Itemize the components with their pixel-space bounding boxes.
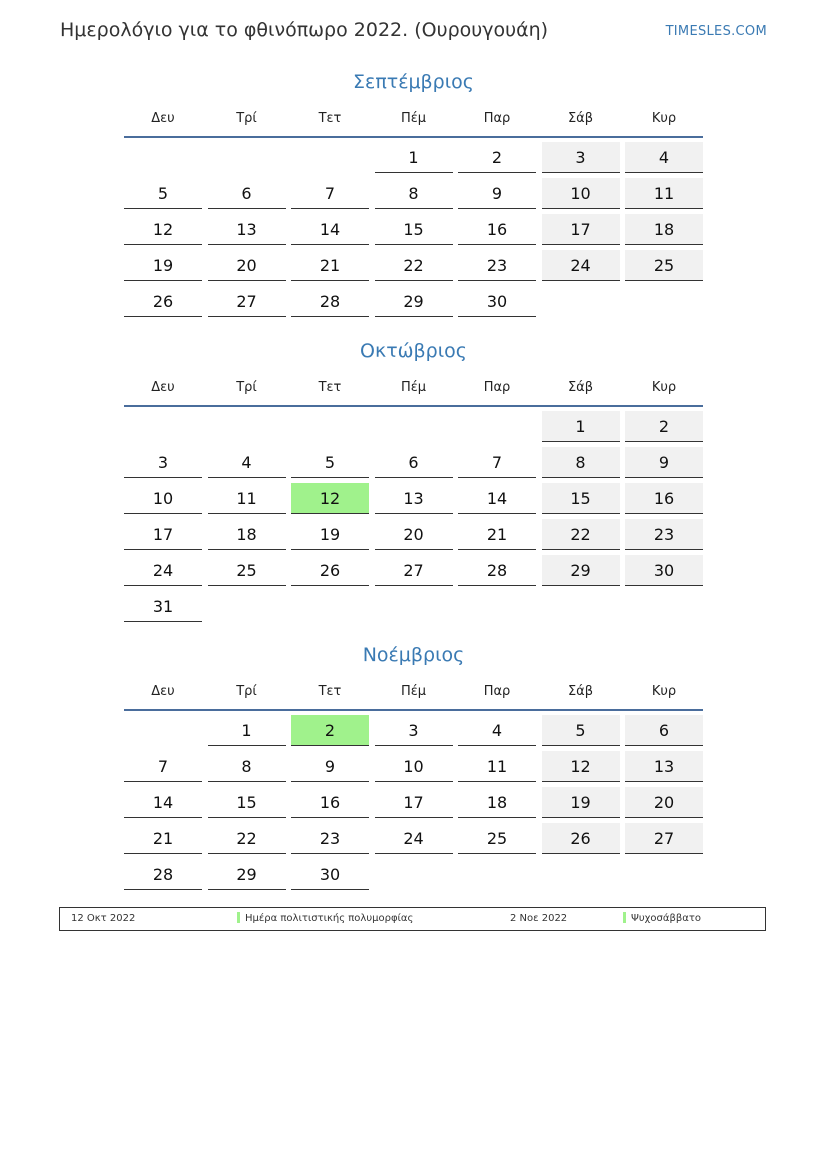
- day-cell: 25: [625, 250, 703, 281]
- day-cell: 22: [542, 519, 620, 550]
- day-cell: 23: [291, 823, 369, 854]
- legend-date: 12 Οκτ 2022: [71, 913, 136, 924]
- day-cell: 18: [208, 519, 286, 550]
- day-cell: 11: [625, 178, 703, 209]
- weekday-label: Κυρ: [651, 683, 677, 699]
- month-title: Οκτώβριος: [360, 340, 467, 362]
- holiday-day-cell: 12: [291, 483, 369, 514]
- empty-cell: [124, 411, 202, 442]
- day-cell: 13: [208, 214, 286, 245]
- site-link[interactable]: TIMESLES.COM: [665, 24, 767, 39]
- day-cell: 14: [291, 214, 369, 245]
- weekday-header-row: [124, 677, 703, 705]
- day-cell: 15: [542, 483, 620, 514]
- weekday-label: Τετ: [318, 683, 342, 699]
- day-cell: 6: [375, 447, 453, 478]
- empty-cell: [291, 411, 369, 442]
- day-cell: 6: [625, 715, 703, 746]
- month-calendar-october: [124, 337, 703, 622]
- day-cell: 12: [124, 214, 202, 245]
- day-cell: 8: [208, 751, 286, 782]
- day-cell: 17: [542, 214, 620, 245]
- day-cell: 15: [208, 787, 286, 818]
- day-cell: 20: [625, 787, 703, 818]
- day-cell: 2: [458, 142, 536, 173]
- weekday-header-row: [124, 104, 703, 132]
- day-cell: 15: [375, 214, 453, 245]
- weekday-divider: [124, 405, 703, 407]
- empty-cell: [208, 411, 286, 442]
- day-cell: 16: [458, 214, 536, 245]
- day-cell: 23: [458, 250, 536, 281]
- weekday-divider: [124, 136, 703, 138]
- day-cell: 7: [124, 751, 202, 782]
- day-cell: 20: [375, 519, 453, 550]
- day-cell: 17: [124, 519, 202, 550]
- empty-cell: [124, 142, 202, 173]
- day-cell: 13: [375, 483, 453, 514]
- day-cell: 24: [542, 250, 620, 281]
- day-cell: 23: [625, 519, 703, 550]
- weekday-label: Σάβ: [567, 379, 594, 395]
- day-cell: 25: [208, 555, 286, 586]
- day-grid: [124, 142, 703, 317]
- page-title: Ημερολόγιο για το φθινόπωρο 2022. (Ουρουγουάη): [60, 19, 549, 41]
- empty-cell: [124, 715, 202, 746]
- weekday-label: Τετ: [318, 379, 342, 395]
- day-cell: 22: [375, 250, 453, 281]
- month-title: Νοέμβριος: [362, 644, 465, 666]
- day-cell: 9: [458, 178, 536, 209]
- day-cell: 5: [542, 715, 620, 746]
- day-cell: 21: [291, 250, 369, 281]
- day-cell: 27: [625, 823, 703, 854]
- weekday-label: Παρ: [483, 379, 511, 395]
- day-cell: 27: [375, 555, 453, 586]
- day-cell: 17: [375, 787, 453, 818]
- day-cell: 5: [291, 447, 369, 478]
- day-cell: 31: [124, 591, 202, 622]
- weekday-label: Τρί: [236, 379, 257, 395]
- day-cell: 7: [458, 447, 536, 478]
- weekday-label: Πέμ: [400, 379, 427, 395]
- day-cell: 28: [291, 286, 369, 317]
- day-cell: 9: [625, 447, 703, 478]
- weekday-label: Δευ: [151, 683, 175, 699]
- weekday-label: Τρί: [236, 683, 257, 699]
- day-cell: 29: [542, 555, 620, 586]
- weekday-label: Παρ: [483, 683, 511, 699]
- day-cell: 27: [208, 286, 286, 317]
- day-cell: 16: [625, 483, 703, 514]
- day-cell: 1: [208, 715, 286, 746]
- month-title: Σεπτέμβριος: [353, 71, 474, 93]
- day-cell: 26: [124, 286, 202, 317]
- weekday-label: Πέμ: [400, 683, 427, 699]
- day-cell: 3: [542, 142, 620, 173]
- day-cell: 22: [208, 823, 286, 854]
- day-cell: 29: [208, 859, 286, 890]
- day-cell: 7: [291, 178, 369, 209]
- day-cell: 24: [375, 823, 453, 854]
- day-cell: 4: [458, 715, 536, 746]
- day-cell: 20: [208, 250, 286, 281]
- day-cell: 18: [625, 214, 703, 245]
- month-calendar-september: [124, 68, 703, 317]
- day-cell: 16: [291, 787, 369, 818]
- day-cell: 30: [458, 286, 536, 317]
- day-grid: [124, 411, 703, 622]
- day-cell: 9: [291, 751, 369, 782]
- day-cell: 11: [208, 483, 286, 514]
- day-cell: 21: [458, 519, 536, 550]
- empty-cell: [208, 142, 286, 173]
- day-cell: 26: [542, 823, 620, 854]
- day-cell: 1: [375, 142, 453, 173]
- month-calendar-november: [124, 641, 703, 890]
- day-cell: 30: [625, 555, 703, 586]
- day-cell: 12: [542, 751, 620, 782]
- day-cell: 2: [625, 411, 703, 442]
- day-cell: 21: [124, 823, 202, 854]
- day-cell: 1: [542, 411, 620, 442]
- day-cell: 28: [458, 555, 536, 586]
- day-cell: 24: [124, 555, 202, 586]
- day-cell: 26: [291, 555, 369, 586]
- legend-date: 2 Νοε 2022: [510, 913, 568, 924]
- day-cell: 3: [124, 447, 202, 478]
- holiday-day-cell: 2: [291, 715, 369, 746]
- day-cell: 10: [124, 483, 202, 514]
- day-cell: 10: [375, 751, 453, 782]
- weekday-label: Σάβ: [567, 683, 594, 699]
- day-cell: 13: [625, 751, 703, 782]
- day-cell: 4: [625, 142, 703, 173]
- day-grid: [124, 715, 703, 890]
- legend-holiday-name: Ημέρα πολιτιστικής πολυμορφίας: [245, 913, 414, 924]
- day-cell: 3: [375, 715, 453, 746]
- day-cell: 19: [291, 519, 369, 550]
- holiday-legend: [59, 907, 766, 931]
- day-cell: 28: [124, 859, 202, 890]
- day-cell: 19: [542, 787, 620, 818]
- day-cell: 5: [124, 178, 202, 209]
- day-cell: 19: [124, 250, 202, 281]
- legend-entry: [623, 908, 701, 930]
- day-cell: 6: [208, 178, 286, 209]
- weekday-label: Τρί: [236, 110, 257, 126]
- weekday-label: Τετ: [318, 110, 342, 126]
- day-cell: 14: [458, 483, 536, 514]
- day-cell: 14: [124, 787, 202, 818]
- weekday-label: Πέμ: [400, 110, 427, 126]
- day-cell: 8: [375, 178, 453, 209]
- empty-cell: [291, 142, 369, 173]
- day-cell: 30: [291, 859, 369, 890]
- holiday-color-swatch: [237, 912, 240, 923]
- day-cell: 4: [208, 447, 286, 478]
- empty-cell: [375, 411, 453, 442]
- weekday-divider: [124, 709, 703, 711]
- weekday-label: Κυρ: [651, 379, 677, 395]
- weekday-label: Σάβ: [567, 110, 594, 126]
- empty-cell: [458, 411, 536, 442]
- weekday-label: Δευ: [151, 379, 175, 395]
- weekday-label: Παρ: [483, 110, 511, 126]
- legend-holiday-name: Ψυχοσάββατο: [631, 913, 701, 924]
- weekday-label: Δευ: [151, 110, 175, 126]
- day-cell: 10: [542, 178, 620, 209]
- day-cell: 29: [375, 286, 453, 317]
- weekday-header-row: [124, 373, 703, 401]
- legend-entry: [237, 908, 413, 930]
- weekday-label: Κυρ: [651, 110, 677, 126]
- day-cell: 18: [458, 787, 536, 818]
- day-cell: 11: [458, 751, 536, 782]
- day-cell: 8: [542, 447, 620, 478]
- day-cell: 25: [458, 823, 536, 854]
- holiday-color-swatch: [623, 912, 626, 923]
